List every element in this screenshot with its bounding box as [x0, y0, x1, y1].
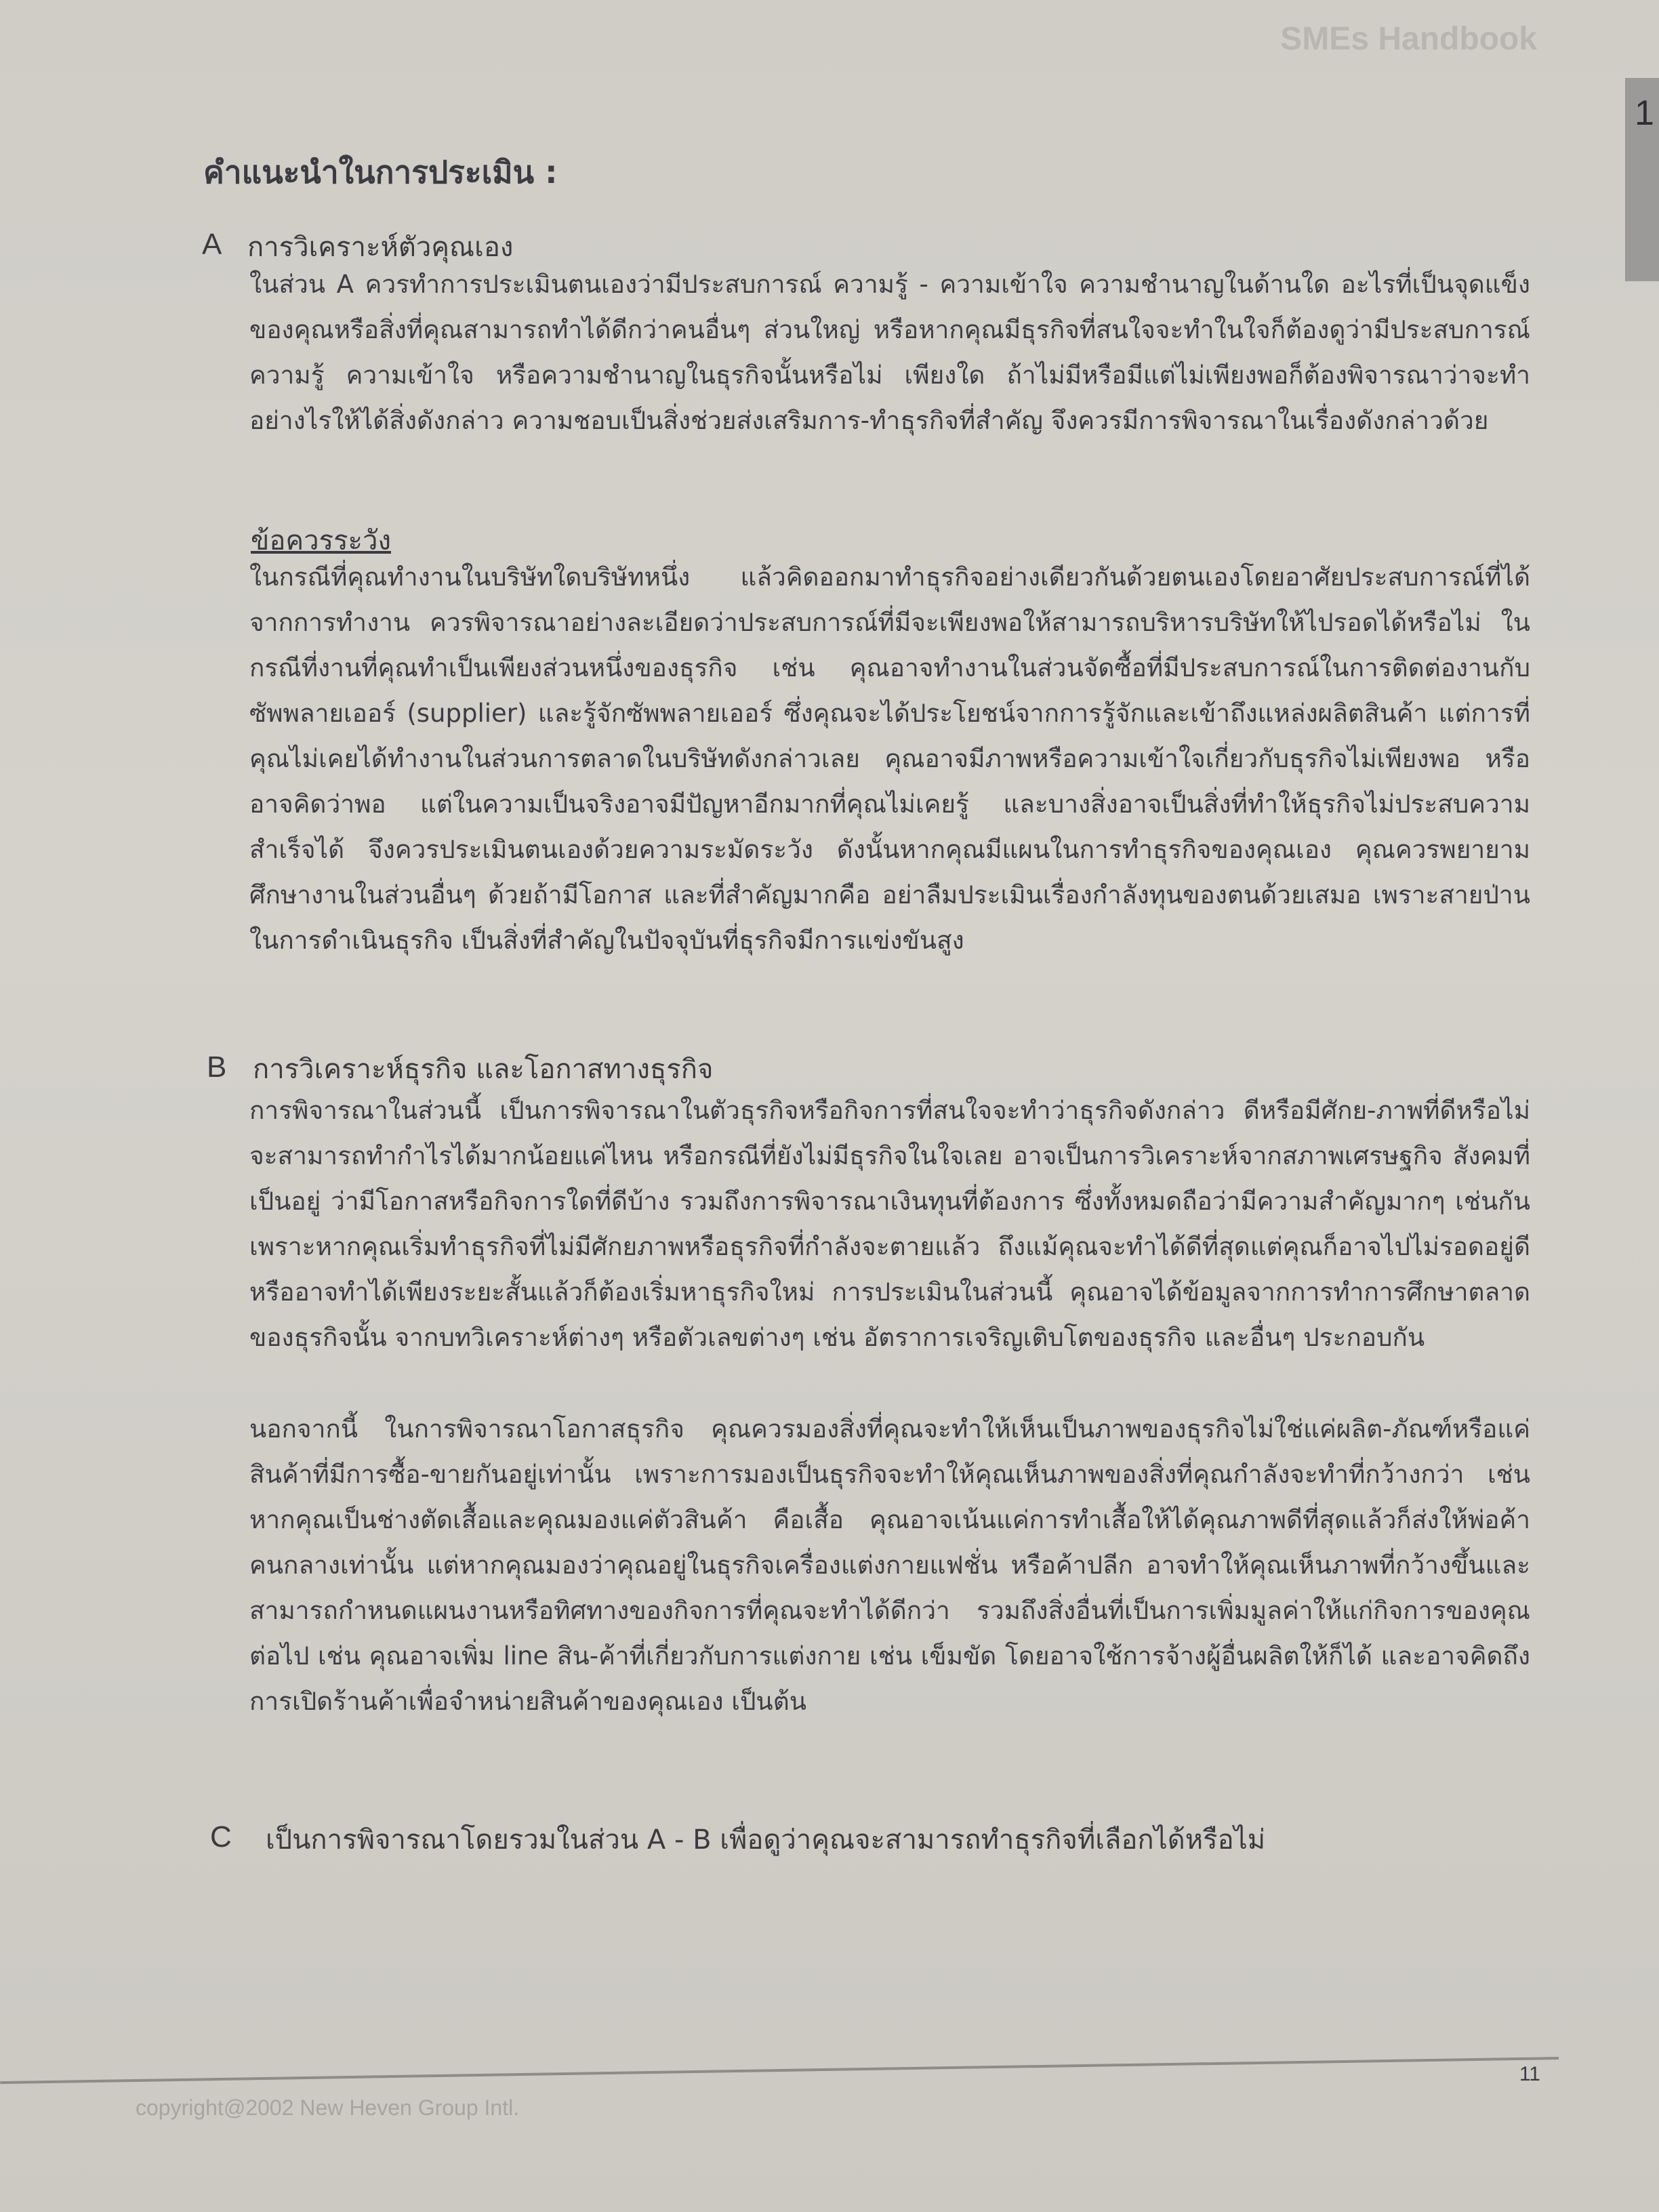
- section-b-heading: การวิเคราะห์ธุรกิจ และโอกาสทางธุรกิจ: [253, 1054, 714, 1085]
- section-c-text: เป็นการพิจารณาโดยรวมในส่วน A - B เพื่อดูว่าคุณจะสามารถทำธุรกิจที่เลือกได้หรือไม่: [266, 1824, 1266, 1856]
- section-a-heading: การวิเคราะห์ตัวคุณเอง: [247, 232, 514, 263]
- page-title: คำแนะนำในการประเมิน :: [203, 154, 558, 190]
- footer-rule: [0, 2057, 1559, 2084]
- section-c-letter: C: [210, 1820, 232, 1853]
- caution-paragraph: ในกรณีที่คุณทำงานในบริษัทใดบริษัทหนึ่ง แล้วคิดออกมาทำธุรกิจอย่างเดียวกันด้วยตนเองโดยอาศัยประสบการณ์ที่ได้จากการทำงาน ควรพิจารณาอย่างละเอียดว่าประสบการณ์ที่มีจะเพียงพอให้สามารถบริหารบริษัทให้ไปรอดได้หรือไม่ ในกรณีที่งานที่คุณทำเป็นเพียงส่วนหนึ่งของธุรกิจ เช่น คุณอาจทำงานในส่วนจัดซื้อที่มีประสบการณ์ในการติดต่องานกับซัพพลายเออร์ (supplier) และรู้จักซัพพลายเออร์ ซึ่งคุณจะได้ประโยชน์จากการรู้จักและเข้าถึงแหล่งผลิตสินค้า แต่การที่คุณไม่เคยได้ทำงานในส่วนการตลาดในบริษัทดังกล่าวเลย คุณอาจมีภาพหรือความเข้าใจเกี่ยวกับธุรกิจไม่เพียงพอ หรืออาจคิดว่าพอ แต่ในความเป็นจริงอาจมีปัญหาอีกมากที่คุณไม่เคยรู้ และบางสิ่งอาจเป็นสิ่งที่ทำให้ธุรกิจไม่ประสบความสำเร็จได้ จึงควรประเมินตนเองด้วยความระมัดระวัง ดังนั้นหากคุณมีแผนในการทำธุรกิจของคุณเอง คุณควรพยายามศึกษางานในส่วนอื่นๆ ด้วยถ้ามีโอกาส และที่สำคัญมากคือ อย่าลืมประเมินเรื่องกำลังทุนของตนด้วยเสมอ เพราะสายป่านในการดำเนินธุรกิจ เป็นสิ่งที่สำคัญในปัจจุบันที่ธุรกิจมีการแข่งขันสูง: [249, 562, 1530, 955]
- running-header: SMEs Handbook: [1280, 21, 1537, 57]
- page-number: 11: [1519, 2063, 1540, 2085]
- chapter-side-tab: [1625, 78, 1659, 281]
- section-a-paragraph: ในส่วน A ควรทำการประเมินตนเองว่ามีประสบการณ์ ความรู้ - ความเข้าใจ ความชำนาญในด้านใด อะไรที่เป็นจุดแข็งของคุณหรือสิ่งที่คุณสามารถทำได้ดีกว่าคนอื่นๆ ส่วนใหญ่ หรือหากคุณมีธุรกิจที่สนใจจะทำในใจก็ต้องดูว่ามีประสบการณ์ ความรู้ ความเข้าใจ หรือความชำนาญในธุรกิจนั้นหรือไม่ เพียงใด ถ้าไม่มีหรือมีแต่ไม่เพียงพอก็ต้องพิจารณาว่าจะทำอย่างไรให้ได้สิ่งดังกล่าว ความชอบเป็นสิ่งช่วยส่งเสริมการ-ทำธุรกิจที่สำคัญ จึงควรมีการพิจารณาในเรื่องดังกล่าวด้วย: [249, 270, 1530, 435]
- section-b-letter: B: [207, 1050, 227, 1084]
- copyright-notice: copyright@2002 New Heven Group Intl.: [136, 2095, 520, 2120]
- caution-heading: ข้อควรระวัง: [251, 525, 392, 556]
- section-a-letter: A: [202, 228, 222, 261]
- section-b-paragraph-2: นอกจากนี้ ในการพิจารณาโอกาสธุรกิจ คุณควรมองสิ่งที่คุณจะทำให้เห็นเป็นภาพของธุรกิจไม่ใช่แค่ผลิต-ภัณฑ์หรือแค่สินค้าที่มีการซื้อ-ขายกันอยู่เท่านั้น เพราะการมองเป็นธุรกิจจะทำให้คุณเห็นภาพของสิ่งที่คุณกำลังจะทำที่กว้างกว่า เช่น หากคุณเป็นช่างตัดเสื้อและคุณมองแค่ตัวสินค้า คือเสื้อ คุณอาจเน้นแค่การทำเสื้อให้ได้คุณภาพดีที่สุดแล้วก็ส่งให้พ่อค้าคนกลางเท่านั้น แต่หากคุณมองว่าคุณอยู่ในธุรกิจเครื่องแต่งกายแฟชั่น หรือค้าปลีก อาจทำให้คุณเห็นภาพที่กว้างขึ้นและสามารถกำหนดแผนงานหรือทิศทางของกิจการที่คุณจะทำได้ดีกว่า รวมถึงสิ่งอื่นที่เป็นการเพิ่มมูลค่าให้แก่กิจการของคุณต่อไป เช่น คุณอาจเพิ่ม line สิน-ค้าที่เกี่ยวกับการแต่งกาย เช่น เข็มขัด โดยอาจใช้การจ้างผู้อื่นผลิตให้ก็ได้ และอาจคิดถึงการเปิดร้านค้าเพื่อจำหน่ายสินค้าของคุณเอง เป็นต้น: [249, 1414, 1530, 1716]
- chapter-side-tab-label: 1: [1635, 94, 1654, 133]
- section-b-paragraph: การพิจารณาในส่วนนี้ เป็นการพิจารณาในตัวธุรกิจหรือกิจการที่สนใจจะทำว่าธุรกิจดังกล่าว ดีหรือมีศักย-ภาพที่ดีหรือไม่ จะสามารถทำกำไรได้มากน้อยแค่ไหน หรือกรณีที่ยังไม่มีธุรกิจในใจเลย อาจเป็นการวิเคราะห์จากสภาพเศรษฐกิจ สังคมที่เป็นอยู่ ว่ามีโอกาสหรือกิจการใดที่ดีบ้าง รวมถึงการพิจารณาเงินทุนที่ต้องการ ซึ่งทั้งหมดถือว่ามีความสำคัญมากๆ เช่นกัน เพราะหากคุณเริ่มทำธุรกิจที่ไม่มีศักยภาพหรือธุรกิจที่กำลังจะตายแล้ว ถึงแม้คุณจะทำได้ดีที่สุดแต่คุณก็อาจไปไม่รอดอยู่ดี หรืออาจทำได้เพียงระยะสั้นแล้วก็ต้องเริ่มหาธุรกิจใหม่ การประเมินในส่วนนี้ คุณอาจได้ข้อมูลจากการทำการศึกษาตลาดของธุรกิจนั้น จากบทวิเคราะห์ต่างๆ หรือตัวเลขต่างๆ เช่น อัตราการเจริญเติบโตของธุรกิจ และอื่นๆ ประกอบกัน: [249, 1096, 1530, 1352]
